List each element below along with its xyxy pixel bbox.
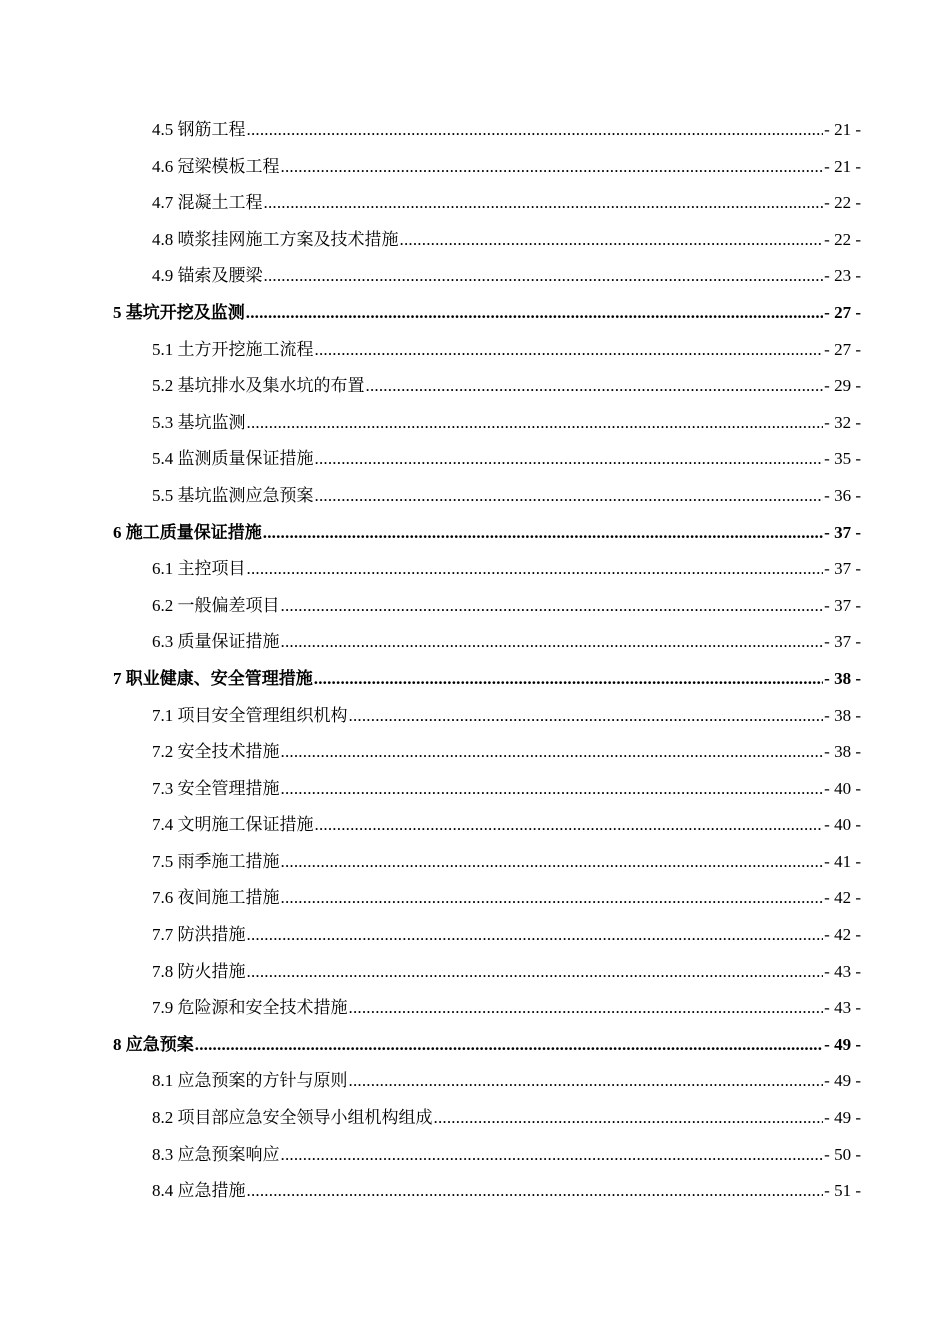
- toc-section-entry[interactable]: [113, 807, 861, 844]
- toc-section-entry[interactable]: [113, 954, 861, 991]
- toc-dot-leader: [281, 149, 824, 186]
- toc-entry-page-number: - 21 -: [824, 156, 861, 176]
- toc-dot-leader: [315, 807, 824, 844]
- toc-dot-leader: [314, 661, 823, 698]
- toc-dot-leader: [264, 258, 824, 295]
- toc-entry-title: 7.4 文明施工保证措施: [152, 815, 314, 835]
- toc-entry-page-number: - 37 -: [824, 559, 861, 579]
- toc-dot-leader: [246, 295, 823, 332]
- toc-section-entry[interactable]: [113, 551, 861, 588]
- toc-entry-title: 6.1 主控项目: [152, 559, 246, 579]
- toc-dot-leader: [349, 1063, 824, 1100]
- toc-section-entry[interactable]: [113, 1063, 861, 1100]
- toc-entry-page-number: - 42 -: [824, 925, 861, 945]
- toc-entry-page-number: - 22 -: [824, 229, 861, 249]
- toc-dot-leader: [315, 332, 824, 369]
- toc-entry-title: 6.2 一般偏差项目: [152, 595, 280, 615]
- toc-entry-title: 8 应急预案: [113, 1034, 194, 1054]
- toc-dot-leader: [263, 515, 823, 552]
- toc-entry-page-number: - 35 -: [824, 449, 861, 469]
- toc-dot-leader: [315, 478, 824, 515]
- toc-section-entry[interactable]: [113, 1100, 861, 1137]
- toc-section-entry[interactable]: [113, 734, 861, 771]
- toc-entry-page-number: - 42 -: [824, 888, 861, 908]
- toc-section-entry[interactable]: [113, 149, 861, 186]
- toc-entry-title: 7.5 雨季施工措施: [152, 851, 280, 871]
- toc-chapter-entry[interactable]: [113, 661, 861, 698]
- toc-dot-leader: [281, 624, 824, 661]
- toc-dot-leader: [247, 917, 824, 954]
- toc-section-entry[interactable]: [113, 258, 861, 295]
- toc-entry-page-number: - 40 -: [824, 815, 861, 835]
- toc-dot-leader: [281, 771, 824, 808]
- toc-entry-page-number: - 32 -: [824, 412, 861, 432]
- toc-dot-leader: [195, 1027, 823, 1064]
- toc-entry-page-number: - 36 -: [824, 485, 861, 505]
- toc-entry-title: 5 基坑开挖及监测: [113, 302, 245, 322]
- toc-dot-leader: [247, 405, 824, 442]
- toc-entry-title: 4.9 锚索及腰梁: [152, 266, 263, 286]
- toc-entry-title: 8.1 应急预案的方针与原则: [152, 1071, 348, 1091]
- toc-entry-title: 5.3 基坑监测: [152, 412, 246, 432]
- toc-entry-title: 7 职业健康、安全管理措施: [113, 668, 313, 688]
- toc-dot-leader: [264, 185, 824, 222]
- toc-section-entry[interactable]: [113, 588, 861, 625]
- toc-section-entry[interactable]: [113, 771, 861, 808]
- toc-entry-title: 8.2 项目部应急安全领导小组机构组成: [152, 1108, 433, 1128]
- toc-entry-page-number: - 49 -: [824, 1071, 861, 1091]
- toc-section-entry[interactable]: [113, 112, 861, 149]
- toc-dot-leader: [281, 734, 824, 771]
- toc-entry-page-number: - 49 -: [824, 1034, 861, 1054]
- toc-entry-page-number: - 37 -: [824, 595, 861, 615]
- toc-entry-page-number: - 21 -: [824, 120, 861, 139]
- toc-entry-title: 5.2 基坑排水及集水坑的布置: [152, 376, 365, 396]
- toc-entry-title: 7.9 危险源和安全技术措施: [152, 998, 348, 1018]
- toc-section-entry[interactable]: [113, 880, 861, 917]
- toc-entry-title: 7.8 防火措施: [152, 961, 246, 981]
- toc-dot-leader: [315, 441, 824, 478]
- toc-entry-page-number: - 38 -: [824, 742, 861, 762]
- toc-dot-leader: [281, 588, 824, 625]
- toc-entry-page-number: - 49 -: [824, 1108, 861, 1128]
- toc-section-entry[interactable]: [113, 1137, 861, 1174]
- toc-entry-title: 7.7 防洪措施: [152, 925, 246, 945]
- toc-entry-title: 6 施工质量保证措施: [113, 522, 262, 542]
- toc-entry-page-number: - 37 -: [824, 522, 861, 542]
- toc-dot-leader: [247, 954, 824, 991]
- toc-section-entry[interactable]: [113, 185, 861, 222]
- toc-entry-title: 8.3 应急预案响应: [152, 1144, 280, 1164]
- toc-entry-title: 7.2 安全技术措施: [152, 742, 280, 762]
- toc-entry-title: 5.4 监测质量保证措施: [152, 449, 314, 469]
- toc-section-entry[interactable]: [113, 405, 861, 442]
- toc-section-entry[interactable]: [113, 368, 861, 405]
- toc-entry-page-number: - 27 -: [824, 339, 861, 359]
- toc-section-entry[interactable]: [113, 844, 861, 881]
- toc-entry-page-number: - 27 -: [824, 302, 861, 322]
- toc-section-entry[interactable]: [113, 917, 861, 954]
- toc-entry-page-number: - 40 -: [824, 778, 861, 798]
- toc-entry-title: 7.1 项目安全管理组织机构: [152, 705, 348, 725]
- toc-entry-title: 4.5 钢筋工程: [152, 120, 246, 139]
- toc-dot-leader: [434, 1100, 824, 1137]
- toc-dot-leader: [349, 698, 824, 735]
- toc-entry-page-number: - 22 -: [824, 193, 861, 213]
- toc-dot-leader: [281, 844, 824, 881]
- toc-entry-page-number: - 43 -: [824, 998, 861, 1018]
- toc-dot-leader: [247, 112, 824, 149]
- toc-entry-title: 5.1 土方开挖施工流程: [152, 339, 314, 359]
- toc-entry-page-number: - 38 -: [824, 668, 861, 688]
- toc-entry-page-number: - 37 -: [824, 632, 861, 652]
- toc-section-entry[interactable]: [113, 624, 861, 661]
- toc-entry-page-number: - 50 -: [824, 1144, 861, 1164]
- toc-entry-page-number: - 29 -: [824, 376, 861, 396]
- toc-section-entry[interactable]: [113, 332, 861, 369]
- toc-chapter-entry[interactable]: [113, 515, 861, 552]
- toc-chapter-entry[interactable]: [113, 1027, 861, 1064]
- toc-entry-page-number: - 38 -: [824, 705, 861, 725]
- toc-dot-leader: [247, 1173, 824, 1210]
- toc-dot-leader: [400, 222, 824, 259]
- toc-section-entry[interactable]: [113, 441, 861, 478]
- toc-section-entry[interactable]: [113, 698, 861, 735]
- toc-dot-leader: [281, 880, 824, 917]
- toc-entry-page-number: - 51 -: [824, 1181, 861, 1201]
- toc-entry-title: 7.6 夜间施工措施: [152, 888, 280, 908]
- toc-chapter-entry[interactable]: [113, 295, 861, 332]
- toc-dot-leader: [366, 368, 824, 405]
- toc-section-entry[interactable]: [113, 222, 861, 259]
- table-of-contents: [113, 112, 861, 1210]
- toc-entry-title: 7.3 安全管理措施: [152, 778, 280, 798]
- toc-entry-title: 4.6 冠梁模板工程: [152, 156, 280, 176]
- toc-entry-title: 8.4 应急措施: [152, 1181, 246, 1201]
- toc-section-entry[interactable]: [113, 990, 861, 1027]
- toc-dot-leader: [281, 1137, 824, 1174]
- toc-section-entry[interactable]: [113, 1173, 861, 1210]
- toc-entry-page-number: - 41 -: [824, 851, 861, 871]
- toc-dot-leader: [349, 990, 824, 1027]
- toc-entry-title: 5.5 基坑监测应急预案: [152, 485, 314, 505]
- toc-entry-title: 4.7 混凝土工程: [152, 193, 263, 213]
- toc-entry-page-number: - 43 -: [824, 961, 861, 981]
- toc-dot-leader: [247, 551, 824, 588]
- toc-entry-title: 4.8 喷浆挂网施工方案及技术措施: [152, 229, 399, 249]
- toc-section-entry[interactable]: [113, 478, 861, 515]
- toc-entry-title: 6.3 质量保证措施: [152, 632, 280, 652]
- toc-entry-page-number: - 23 -: [824, 266, 861, 286]
